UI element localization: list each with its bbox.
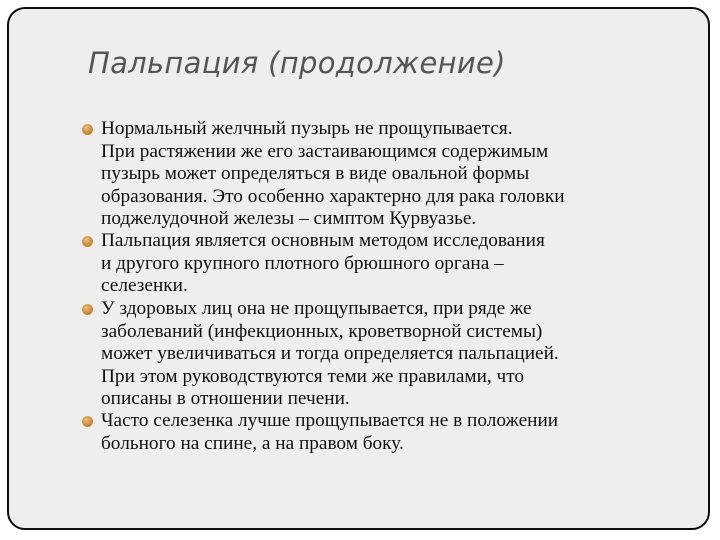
bullet-dot-icon xyxy=(82,416,93,427)
bullet-list xyxy=(79,118,689,455)
bullet-item xyxy=(79,118,689,230)
bullet-line: При этом руководствуются теми же правилами, что xyxy=(101,365,525,387)
bullet-line: Пальпация является основным методом исследования xyxy=(101,230,545,251)
bullet-item xyxy=(79,410,689,455)
bullet-line: заболеваний (инфекционных, кроветворной системы) xyxy=(101,320,543,342)
bullet-line: больного на спине, а на правом боку. xyxy=(101,432,404,454)
bullet-line: может увеличиваться и тогда определяется пальпацией. xyxy=(101,343,559,364)
bullet-line: описаны в отношении печени. xyxy=(101,388,350,409)
bullet-dot-icon xyxy=(82,304,93,315)
bullet-line: поджелудочной железы – симптом Курвуазье. xyxy=(101,208,477,229)
bullet-dot-icon xyxy=(82,124,93,135)
bullet-line: При растяжении же его застаивающимся содержимым xyxy=(101,140,549,162)
bullet-line: образования. Это особенно характерно для рака головки xyxy=(101,185,565,207)
bullet-line: У здоровых лиц она не прощупывается, при ряде же xyxy=(101,298,532,319)
bullet-item xyxy=(79,230,689,298)
bullet-line: и другого крупного плотного брюшного органа – xyxy=(101,252,504,274)
bullet-line: Нормальный желчный пузырь не прощупывается. xyxy=(101,118,513,139)
bullet-line: пузырь может определяться в виде овальной формы xyxy=(101,163,530,184)
bullet-line: Часто селезенка лучше прощупывается не в положении xyxy=(101,410,559,431)
bullet-line: селезенки. xyxy=(101,275,188,296)
slide-title: Пальпация (продолжение) xyxy=(88,46,506,80)
bullet-dot-icon xyxy=(82,236,93,247)
bullet-item xyxy=(79,298,689,410)
